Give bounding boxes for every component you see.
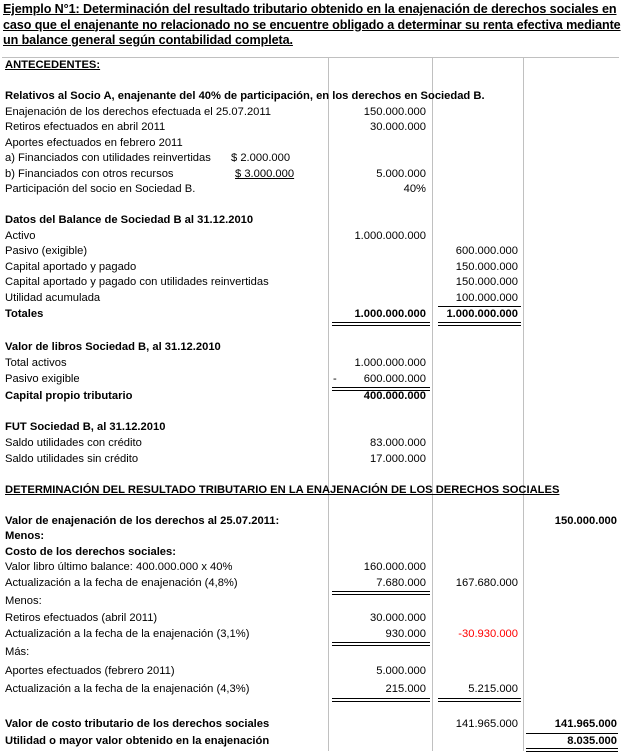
utilidad-label: Utilidad acumulada (5, 291, 101, 304)
participacion-label: Participación del socio en Sociedad B. (5, 183, 196, 195)
pasivo-value: 600.000.000 (455, 245, 518, 257)
libros-heading: Valor de libros Sociedad B, al 31.12.2010 (5, 341, 221, 353)
sin-credito-value: 17.000.000 (370, 452, 426, 465)
utilidad-row (2, 291, 619, 307)
con-credito-row (2, 436, 619, 452)
activo-label: Activo (5, 229, 36, 242)
pasivo-exigible-value: 600.000.000 (363, 372, 426, 385)
valor-enajenacion-row (2, 514, 619, 530)
utilidad-value: 100.000.000 (455, 291, 518, 304)
totales-row (2, 307, 619, 323)
actualizacion-3-value: 215.000 (385, 683, 426, 695)
socio-heading-row (2, 89, 619, 105)
actualizacion-1-value: 7.680.000 (376, 576, 426, 589)
cpt-value: 400.000.000 (363, 389, 426, 402)
aportes-label: Aportes efectuados en febrero 2011 (5, 136, 183, 149)
capital-value: 150.000.000 (455, 260, 518, 273)
document-title: Ejemplo N°1: Determinación del resultado tributario obtenido en la enajenación de derechos sociales en caso que el enajenante no relacionado no se encuentre obligado a determinar su renta efectiva mediante un balance general según contabilidad completa. (3, 2, 621, 47)
fut-heading-row (2, 420, 619, 436)
totales-pasivo: 1.000.000.000 (446, 308, 518, 320)
capital-reinv-value: 150.000.000 (455, 276, 518, 288)
participacion-value: 40% (403, 183, 426, 195)
costo-heading: Costo de los derechos sociales: (5, 545, 176, 558)
menos-label: Menos: (5, 594, 42, 607)
determinacion-heading: DETERMINACIÓN DEL RESULTADO TRIBUTARIO EN LA ENAJENACIÓN DE LOS DERECHOS SOCIALES (5, 483, 560, 496)
costo-tributario-label: Valor de costo tributario de los derechos sociales (5, 718, 270, 730)
actualizacion-1-label: Actualización a la fecha de enajenación (4,8%) (5, 576, 238, 589)
valor-libro-value: 160.000.000 (363, 561, 426, 573)
double-underline (438, 322, 521, 326)
antecedentes-row (2, 58, 619, 74)
aportes-b-label: b) Financiados con otros recursos (5, 167, 174, 180)
total-activos-value: 1.000.000.000 (354, 357, 426, 369)
enajenacion-row (2, 105, 619, 121)
capital-row (2, 260, 619, 276)
spreadsheet (2, 57, 619, 751)
actualizacion-3-subtotal: 5.215.000 (468, 683, 518, 695)
utilidad-final-label: Utilidad o mayor valor obtenido en la enajenación (5, 735, 270, 747)
pasivo-exigible-row (2, 372, 619, 388)
aportes-b-row (2, 167, 619, 183)
sin-credito-row (2, 452, 619, 468)
total-activos-row (2, 356, 619, 372)
activo-row (2, 229, 619, 245)
participacion-row (2, 182, 619, 198)
balance-heading: Datos del Balance de Sociedad B al 31.12.2010 (5, 214, 254, 226)
valor-libro-row (2, 560, 619, 576)
sin-credito-label: Saldo utilidades sin crédito (5, 452, 139, 465)
capital-reinv-row (2, 275, 619, 291)
actualizacion-2-value: 930.000 (385, 627, 426, 640)
aportes-efectuados-label: Aportes efectuados (febrero 2011) (5, 665, 175, 677)
aportes-efectuados-row (2, 664, 619, 680)
costo-heading-row (2, 545, 619, 561)
retiros-value: 30.000.000 (370, 121, 426, 133)
actualizacion-3-label: Actualización a la fecha de la enajenación (4,3%) (5, 683, 250, 695)
utilidad-final-value: 8.035.000 (567, 735, 617, 747)
con-credito-label: Saldo utilidades con crédito (5, 437, 142, 449)
double-underline (332, 698, 430, 702)
aportes-row (2, 136, 619, 152)
pasivo-exigible-label: Pasivo exigible (5, 372, 80, 385)
retiros-row (2, 120, 619, 136)
actualizacion-2-row (2, 627, 619, 643)
con-credito-value: 83.000.000 (370, 437, 426, 449)
pasivo-row (2, 244, 619, 260)
balance-heading-row (2, 213, 619, 229)
menos-bold-label: Menos: (5, 530, 45, 542)
libros-heading-row (2, 340, 619, 356)
aportes-efectuados-value: 5.000.000 (376, 665, 426, 677)
retiros-efectuados-label: Retiros efectuados (abril 2011) (5, 612, 158, 624)
costo-tributario-subtotal: 141.965.000 (455, 718, 518, 730)
aportes-b-value: $ 3.000.000 (235, 167, 295, 180)
mas-row (2, 645, 619, 661)
total-activos-label: Total activos (5, 357, 67, 369)
costo-tributario-row (2, 717, 619, 733)
valor-enajenacion-value: 150.000.000 (554, 514, 617, 527)
aportes-a-row (2, 151, 619, 167)
valor-enajenacion-label: Valor de enajenación de los derechos al 25.07.2011: (5, 514, 280, 527)
menos-row (2, 594, 619, 610)
enajenacion-value: 150.000.000 (363, 105, 426, 118)
retiros-efectuados-value: 30.000.000 (370, 612, 426, 624)
capital-reinv-label: Capital aportado y pagado con utilidades reinvertidas (5, 276, 269, 288)
aportes-total: 5.000.000 (376, 167, 426, 180)
cpt-label: Capital propio tributario (5, 389, 133, 402)
minus-sign: - (333, 372, 337, 385)
actualizacion-1-subtotal: 167.680.000 (455, 576, 518, 589)
activo-value: 1.000.000.000 (354, 229, 426, 242)
fut-heading: FUT Sociedad B, al 31.12.2010 (5, 421, 166, 433)
actualizacion-2-subtotal: -30.930.000 (458, 627, 518, 640)
aportes-a-label: a) Financiados con utilidades reinvertidas (5, 152, 211, 164)
actualizacion-2-label: Actualización a la fecha de la enajenación (3,1%) (5, 627, 250, 640)
cpt-row (2, 389, 619, 405)
valor-libro-label: Valor libro último balance: 400.000.000 x 40% (5, 561, 233, 573)
pasivo-label: Pasivo (exigible) (5, 245, 88, 257)
mas-label: Más: (5, 645, 30, 658)
actualizacion-3-row (2, 682, 619, 698)
capital-label: Capital aportado y pagado (5, 260, 137, 273)
double-underline (526, 748, 618, 752)
antecedentes-heading: ANTECEDENTES: (5, 59, 101, 71)
aportes-a-value: $ 2.000.000 (231, 152, 291, 164)
determinacion-heading-row (2, 483, 619, 499)
actualizacion-1-row (2, 576, 619, 592)
totales-label: Totales (5, 308, 44, 320)
double-underline (332, 322, 430, 326)
menos-bold-row (2, 529, 619, 545)
double-underline (438, 698, 521, 702)
socio-heading: Relativos al Socio A, enajenante del 40% de participación, en los derechos en Sociedad B. (5, 90, 485, 102)
retiros-label: Retiros efectuados en abril 2011 (5, 121, 166, 133)
enajenacion-label: Enajenación de los derechos efectuada el 25.07.2011 (5, 105, 272, 118)
retiros-efectuados-row (2, 611, 619, 627)
costo-tributario-total: 141.965.000 (554, 718, 617, 730)
totales-activo: 1.000.000.000 (354, 308, 426, 320)
